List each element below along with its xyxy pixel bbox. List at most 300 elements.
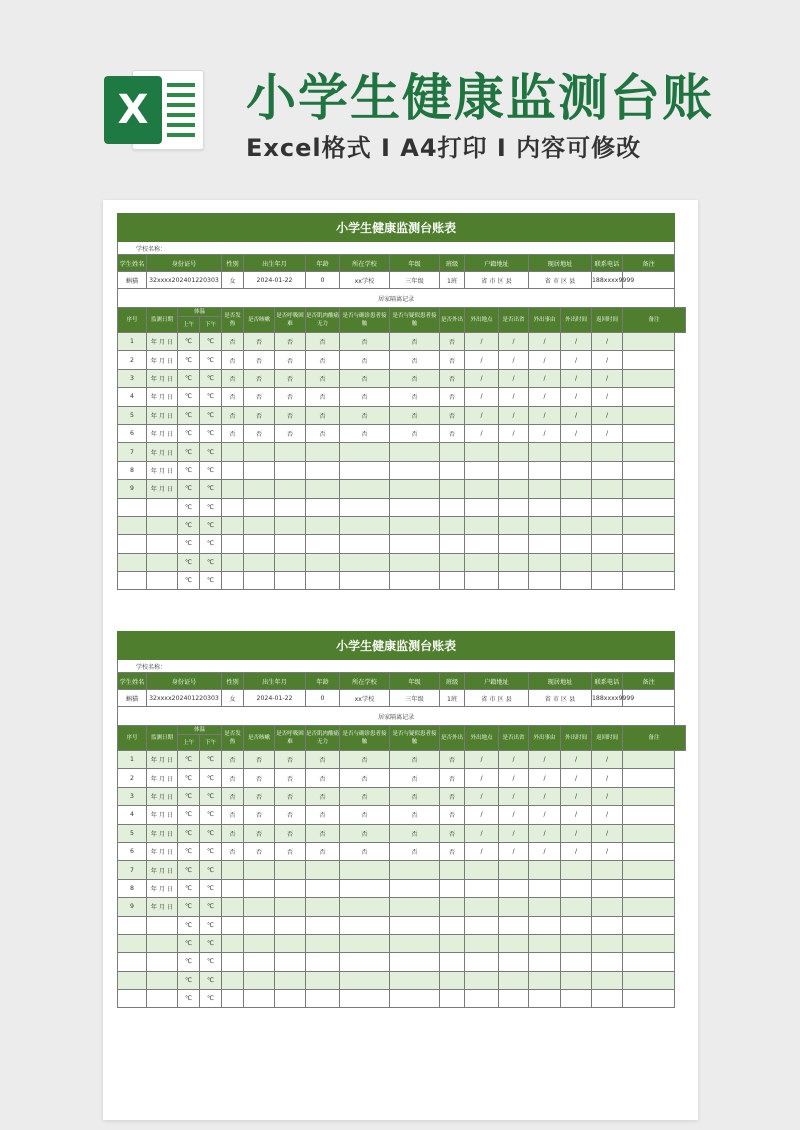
cell-remark[interactable] <box>623 898 675 916</box>
cell-date[interactable] <box>147 953 178 971</box>
cell-place[interactable] <box>465 953 499 971</box>
cell-no[interactable]: 4 <box>118 388 147 406</box>
cell-province[interactable] <box>499 516 529 534</box>
cell-reason[interactable]: / <box>529 388 561 406</box>
cell-remark[interactable] <box>623 553 675 571</box>
cell-remark[interactable] <box>623 842 675 860</box>
cell-suspected[interactable] <box>390 535 440 553</box>
info-value[interactable]: 蝌猫 <box>118 272 147 289</box>
cell-breath[interactable] <box>275 443 306 461</box>
cell-reason[interactable] <box>529 535 561 553</box>
cell-fever[interactable]: 否 <box>222 751 244 769</box>
cell-date[interactable]: 年 月 日 <box>147 824 178 842</box>
cell-back_time[interactable]: / <box>592 406 623 424</box>
info-value[interactable]: 0 <box>306 690 340 707</box>
cell-out_time[interactable] <box>561 516 592 534</box>
cell-no[interactable] <box>118 535 147 553</box>
cell-muscle[interactable]: 否 <box>306 842 340 860</box>
cell-am[interactable]: ℃ <box>178 572 200 590</box>
cell-cough[interactable] <box>244 553 275 571</box>
cell-no[interactable] <box>118 971 147 989</box>
cell-reason[interactable]: / <box>529 806 561 824</box>
cell-pm[interactable]: ℃ <box>200 971 222 989</box>
cell-remark[interactable] <box>623 934 675 952</box>
info-value[interactable]: 蝌猫 <box>118 690 147 707</box>
cell-place[interactable]: / <box>465 388 499 406</box>
info-value[interactable]: 32xxxx202401220303 <box>147 272 222 289</box>
cell-am[interactable]: ℃ <box>178 787 200 805</box>
cell-back_time[interactable] <box>592 572 623 590</box>
cell-muscle[interactable]: 否 <box>306 787 340 805</box>
cell-out_time[interactable] <box>561 990 592 1008</box>
cell-pm[interactable]: ℃ <box>200 953 222 971</box>
cell-date[interactable]: 年 月 日 <box>147 461 178 479</box>
cell-remark[interactable] <box>623 879 675 897</box>
cell-confirmed[interactable]: 否 <box>340 824 390 842</box>
cell-suspected[interactable] <box>390 934 440 952</box>
info-value[interactable]: 188xxxx9999 <box>592 272 623 289</box>
cell-fever[interactable] <box>222 861 244 879</box>
cell-breath[interactable] <box>275 553 306 571</box>
cell-muscle[interactable]: 否 <box>306 333 340 351</box>
cell-reason[interactable] <box>529 498 561 516</box>
cell-out[interactable] <box>440 898 465 916</box>
cell-out[interactable] <box>440 572 465 590</box>
cell-out[interactable]: 否 <box>440 406 465 424</box>
cell-cough[interactable] <box>244 498 275 516</box>
cell-back_time[interactable] <box>592 461 623 479</box>
cell-fever[interactable]: 否 <box>222 369 244 387</box>
cell-province[interactable]: / <box>499 388 529 406</box>
cell-out_time[interactable]: / <box>561 369 592 387</box>
cell-back_time[interactable] <box>592 898 623 916</box>
cell-pm[interactable]: ℃ <box>200 333 222 351</box>
cell-cough[interactable]: 否 <box>244 806 275 824</box>
cell-back_time[interactable] <box>592 879 623 897</box>
cell-am[interactable]: ℃ <box>178 498 200 516</box>
cell-back_time[interactable] <box>592 516 623 534</box>
cell-muscle[interactable]: 否 <box>306 406 340 424</box>
cell-province[interactable]: / <box>499 806 529 824</box>
cell-back_time[interactable] <box>592 553 623 571</box>
cell-date[interactable]: 年 月 日 <box>147 787 178 805</box>
cell-out[interactable] <box>440 480 465 498</box>
cell-out[interactable]: 否 <box>440 424 465 442</box>
cell-place[interactable]: / <box>465 424 499 442</box>
cell-reason[interactable]: / <box>529 424 561 442</box>
cell-am[interactable]: ℃ <box>178 333 200 351</box>
cell-province[interactable]: / <box>499 824 529 842</box>
cell-no[interactable]: 9 <box>118 480 147 498</box>
cell-reason[interactable] <box>529 916 561 934</box>
cell-suspected[interactable]: 否 <box>390 769 440 787</box>
cell-out[interactable]: 否 <box>440 842 465 860</box>
cell-reason[interactable] <box>529 461 561 479</box>
cell-back_time[interactable] <box>592 916 623 934</box>
cell-cough[interactable]: 否 <box>244 351 275 369</box>
cell-out[interactable]: 否 <box>440 806 465 824</box>
cell-no[interactable]: 1 <box>118 333 147 351</box>
cell-back_time[interactable]: / <box>592 787 623 805</box>
cell-breath[interactable] <box>275 461 306 479</box>
cell-suspected[interactable] <box>390 916 440 934</box>
cell-suspected[interactable] <box>390 990 440 1008</box>
cell-confirmed[interactable] <box>340 480 390 498</box>
cell-no[interactable] <box>118 953 147 971</box>
cell-am[interactable]: ℃ <box>178 751 200 769</box>
cell-place[interactable] <box>465 898 499 916</box>
info-value[interactable]: 2024-01-22 <box>244 272 306 289</box>
cell-pm[interactable]: ℃ <box>200 498 222 516</box>
cell-suspected[interactable] <box>390 516 440 534</box>
cell-am[interactable]: ℃ <box>178 480 200 498</box>
info-value[interactable]: 0 <box>306 272 340 289</box>
cell-suspected[interactable]: 否 <box>390 751 440 769</box>
cell-out[interactable] <box>440 516 465 534</box>
cell-breath[interactable] <box>275 898 306 916</box>
cell-province[interactable] <box>499 480 529 498</box>
info-value[interactable]: 省 市 区 县 <box>465 272 529 289</box>
cell-suspected[interactable]: 否 <box>390 351 440 369</box>
cell-out_time[interactable]: / <box>561 751 592 769</box>
cell-muscle[interactable] <box>306 461 340 479</box>
cell-fever[interactable] <box>222 443 244 461</box>
cell-place[interactable] <box>465 480 499 498</box>
cell-back_time[interactable]: / <box>592 351 623 369</box>
cell-no[interactable]: 2 <box>118 769 147 787</box>
cell-back_time[interactable] <box>592 990 623 1008</box>
cell-pm[interactable]: ℃ <box>200 480 222 498</box>
cell-province[interactable] <box>499 535 529 553</box>
cell-cough[interactable]: 否 <box>244 406 275 424</box>
cell-province[interactable] <box>499 916 529 934</box>
cell-suspected[interactable]: 否 <box>390 406 440 424</box>
cell-date[interactable] <box>147 498 178 516</box>
cell-fever[interactable] <box>222 516 244 534</box>
cell-reason[interactable]: / <box>529 751 561 769</box>
cell-remark[interactable] <box>623 443 675 461</box>
cell-date[interactable] <box>147 916 178 934</box>
cell-no[interactable]: 6 <box>118 842 147 860</box>
cell-muscle[interactable] <box>306 934 340 952</box>
cell-out[interactable] <box>440 990 465 1008</box>
cell-cough[interactable] <box>244 572 275 590</box>
cell-province[interactable]: / <box>499 424 529 442</box>
info-value[interactable]: 女 <box>222 690 244 707</box>
cell-cough[interactable] <box>244 971 275 989</box>
info-value[interactable]: 32xxxx202401220303 <box>147 690 222 707</box>
cell-place[interactable] <box>465 498 499 516</box>
cell-out_time[interactable] <box>561 480 592 498</box>
cell-reason[interactable]: / <box>529 406 561 424</box>
cell-am[interactable]: ℃ <box>178 461 200 479</box>
cell-no[interactable]: 7 <box>118 861 147 879</box>
cell-cough[interactable] <box>244 535 275 553</box>
cell-place[interactable]: / <box>465 351 499 369</box>
cell-out[interactable] <box>440 861 465 879</box>
cell-fever[interactable] <box>222 879 244 897</box>
cell-remark[interactable] <box>623 424 675 442</box>
cell-back_time[interactable] <box>592 934 623 952</box>
cell-back_time[interactable] <box>592 498 623 516</box>
cell-fever[interactable]: 否 <box>222 424 244 442</box>
cell-reason[interactable]: / <box>529 787 561 805</box>
cell-date[interactable]: 年 月 日 <box>147 861 178 879</box>
cell-pm[interactable]: ℃ <box>200 369 222 387</box>
cell-confirmed[interactable] <box>340 516 390 534</box>
cell-breath[interactable] <box>275 498 306 516</box>
cell-confirmed[interactable] <box>340 572 390 590</box>
cell-muscle[interactable]: 否 <box>306 388 340 406</box>
cell-no[interactable]: 7 <box>118 443 147 461</box>
cell-reason[interactable] <box>529 953 561 971</box>
cell-muscle[interactable]: 否 <box>306 369 340 387</box>
cell-out_time[interactable] <box>561 461 592 479</box>
cell-remark[interactable] <box>623 498 675 516</box>
cell-cough[interactable] <box>244 898 275 916</box>
cell-no[interactable]: 9 <box>118 898 147 916</box>
cell-out[interactable] <box>440 916 465 934</box>
cell-back_time[interactable] <box>592 971 623 989</box>
info-value[interactable]: xx学校 <box>340 272 390 289</box>
cell-confirmed[interactable] <box>340 990 390 1008</box>
cell-suspected[interactable]: 否 <box>390 787 440 805</box>
cell-muscle[interactable] <box>306 443 340 461</box>
cell-breath[interactable]: 否 <box>275 842 306 860</box>
cell-confirmed[interactable]: 否 <box>340 769 390 787</box>
cell-cough[interactable]: 否 <box>244 369 275 387</box>
cell-muscle[interactable]: 否 <box>306 769 340 787</box>
cell-suspected[interactable] <box>390 861 440 879</box>
cell-confirmed[interactable]: 否 <box>340 424 390 442</box>
cell-place[interactable]: / <box>465 769 499 787</box>
cell-am[interactable]: ℃ <box>178 516 200 534</box>
cell-breath[interactable] <box>275 572 306 590</box>
cell-back_time[interactable] <box>592 480 623 498</box>
cell-confirmed[interactable] <box>340 953 390 971</box>
cell-out[interactable]: 否 <box>440 751 465 769</box>
cell-reason[interactable]: / <box>529 333 561 351</box>
cell-suspected[interactable]: 否 <box>390 369 440 387</box>
cell-cough[interactable] <box>244 879 275 897</box>
cell-pm[interactable]: ℃ <box>200 388 222 406</box>
cell-province[interactable] <box>499 572 529 590</box>
cell-out_time[interactable] <box>561 443 592 461</box>
cell-fever[interactable]: 否 <box>222 787 244 805</box>
cell-cough[interactable] <box>244 861 275 879</box>
cell-remark[interactable] <box>623 861 675 879</box>
cell-muscle[interactable]: 否 <box>306 806 340 824</box>
cell-suspected[interactable]: 否 <box>390 806 440 824</box>
cell-out_time[interactable] <box>561 861 592 879</box>
cell-confirmed[interactable]: 否 <box>340 351 390 369</box>
cell-confirmed[interactable]: 否 <box>340 806 390 824</box>
cell-date[interactable]: 年 月 日 <box>147 769 178 787</box>
cell-pm[interactable]: ℃ <box>200 535 222 553</box>
cell-province[interactable] <box>499 898 529 916</box>
cell-pm[interactable]: ℃ <box>200 751 222 769</box>
cell-province[interactable] <box>499 461 529 479</box>
cell-out[interactable]: 否 <box>440 369 465 387</box>
cell-out_time[interactable] <box>561 916 592 934</box>
cell-pm[interactable]: ℃ <box>200 516 222 534</box>
cell-reason[interactable] <box>529 443 561 461</box>
cell-reason[interactable] <box>529 553 561 571</box>
cell-reason[interactable] <box>529 879 561 897</box>
cell-out_time[interactable] <box>561 879 592 897</box>
cell-reason[interactable] <box>529 934 561 952</box>
cell-fever[interactable] <box>222 990 244 1008</box>
cell-no[interactable] <box>118 916 147 934</box>
cell-remark[interactable] <box>623 406 675 424</box>
cell-breath[interactable]: 否 <box>275 424 306 442</box>
cell-breath[interactable]: 否 <box>275 751 306 769</box>
cell-no[interactable]: 5 <box>118 406 147 424</box>
cell-breath[interactable]: 否 <box>275 787 306 805</box>
cell-province[interactable] <box>499 861 529 879</box>
cell-confirmed[interactable] <box>340 916 390 934</box>
cell-pm[interactable]: ℃ <box>200 461 222 479</box>
cell-date[interactable]: 年 月 日 <box>147 480 178 498</box>
cell-cough[interactable] <box>244 990 275 1008</box>
cell-out_time[interactable] <box>561 498 592 516</box>
cell-place[interactable] <box>465 916 499 934</box>
cell-confirmed[interactable]: 否 <box>340 388 390 406</box>
cell-breath[interactable] <box>275 535 306 553</box>
cell-breath[interactable] <box>275 953 306 971</box>
cell-remark[interactable] <box>623 333 675 351</box>
cell-pm[interactable]: ℃ <box>200 806 222 824</box>
cell-confirmed[interactable] <box>340 443 390 461</box>
cell-fever[interactable]: 否 <box>222 824 244 842</box>
cell-no[interactable] <box>118 516 147 534</box>
cell-date[interactable]: 年 月 日 <box>147 842 178 860</box>
cell-date[interactable] <box>147 990 178 1008</box>
cell-confirmed[interactable] <box>340 898 390 916</box>
info-value[interactable]: 省 市 区 县 <box>529 690 592 707</box>
cell-muscle[interactable] <box>306 480 340 498</box>
cell-muscle[interactable] <box>306 535 340 553</box>
cell-out[interactable]: 否 <box>440 388 465 406</box>
cell-suspected[interactable] <box>390 572 440 590</box>
cell-place[interactable] <box>465 879 499 897</box>
cell-out_time[interactable]: / <box>561 351 592 369</box>
cell-remark[interactable] <box>623 806 675 824</box>
cell-out_time[interactable] <box>561 553 592 571</box>
cell-remark[interactable] <box>623 971 675 989</box>
cell-fever[interactable]: 否 <box>222 388 244 406</box>
cell-out_time[interactable]: / <box>561 787 592 805</box>
cell-reason[interactable] <box>529 572 561 590</box>
cell-fever[interactable] <box>222 916 244 934</box>
cell-pm[interactable]: ℃ <box>200 934 222 952</box>
cell-breath[interactable]: 否 <box>275 824 306 842</box>
cell-breath[interactable] <box>275 934 306 952</box>
cell-date[interactable]: 年 月 日 <box>147 333 178 351</box>
cell-out[interactable]: 否 <box>440 787 465 805</box>
cell-no[interactable]: 6 <box>118 424 147 442</box>
cell-am[interactable]: ℃ <box>178 406 200 424</box>
cell-reason[interactable] <box>529 971 561 989</box>
cell-place[interactable] <box>465 572 499 590</box>
cell-back_time[interactable]: / <box>592 388 623 406</box>
cell-fever[interactable] <box>222 535 244 553</box>
cell-pm[interactable]: ℃ <box>200 787 222 805</box>
cell-confirmed[interactable] <box>340 934 390 952</box>
cell-am[interactable]: ℃ <box>178 535 200 553</box>
cell-suspected[interactable]: 否 <box>390 388 440 406</box>
cell-cough[interactable]: 否 <box>244 824 275 842</box>
cell-date[interactable]: 年 月 日 <box>147 879 178 897</box>
cell-no[interactable]: 8 <box>118 879 147 897</box>
cell-muscle[interactable] <box>306 990 340 1008</box>
cell-suspected[interactable]: 否 <box>390 424 440 442</box>
cell-am[interactable]: ℃ <box>178 898 200 916</box>
cell-reason[interactable]: / <box>529 369 561 387</box>
cell-fever[interactable]: 否 <box>222 842 244 860</box>
cell-breath[interactable] <box>275 990 306 1008</box>
cell-muscle[interactable] <box>306 553 340 571</box>
cell-out_time[interactable] <box>561 535 592 553</box>
cell-am[interactable]: ℃ <box>178 443 200 461</box>
cell-confirmed[interactable] <box>340 553 390 571</box>
cell-remark[interactable] <box>623 388 675 406</box>
cell-out_time[interactable] <box>561 953 592 971</box>
cell-pm[interactable]: ℃ <box>200 553 222 571</box>
cell-out[interactable]: 否 <box>440 351 465 369</box>
cell-no[interactable]: 2 <box>118 351 147 369</box>
cell-remark[interactable] <box>623 990 675 1008</box>
cell-place[interactable] <box>465 535 499 553</box>
cell-fever[interactable] <box>222 498 244 516</box>
cell-out[interactable]: 否 <box>440 333 465 351</box>
info-value[interactable]: 1班 <box>440 690 465 707</box>
cell-no[interactable]: 3 <box>118 787 147 805</box>
cell-suspected[interactable] <box>390 898 440 916</box>
cell-fever[interactable] <box>222 953 244 971</box>
cell-muscle[interactable]: 否 <box>306 751 340 769</box>
cell-out[interactable] <box>440 498 465 516</box>
cell-breath[interactable] <box>275 861 306 879</box>
cell-confirmed[interactable] <box>340 498 390 516</box>
cell-confirmed[interactable] <box>340 861 390 879</box>
cell-date[interactable] <box>147 535 178 553</box>
cell-cough[interactable]: 否 <box>244 333 275 351</box>
cell-out_time[interactable]: / <box>561 806 592 824</box>
cell-province[interactable] <box>499 934 529 952</box>
cell-back_time[interactable]: / <box>592 824 623 842</box>
info-value[interactable]: 女 <box>222 272 244 289</box>
cell-out_time[interactable]: / <box>561 842 592 860</box>
cell-remark[interactable] <box>623 787 675 805</box>
cell-pm[interactable]: ℃ <box>200 424 222 442</box>
cell-remark[interactable] <box>623 516 675 534</box>
cell-reason[interactable]: / <box>529 824 561 842</box>
cell-muscle[interactable] <box>306 916 340 934</box>
cell-pm[interactable]: ℃ <box>200 406 222 424</box>
cell-breath[interactable] <box>275 480 306 498</box>
cell-out[interactable] <box>440 443 465 461</box>
cell-place[interactable] <box>465 990 499 1008</box>
cell-province[interactable]: / <box>499 751 529 769</box>
cell-place[interactable]: / <box>465 751 499 769</box>
cell-remark[interactable] <box>623 535 675 553</box>
cell-out_time[interactable]: / <box>561 388 592 406</box>
cell-back_time[interactable]: / <box>592 424 623 442</box>
cell-muscle[interactable]: 否 <box>306 424 340 442</box>
cell-breath[interactable]: 否 <box>275 333 306 351</box>
cell-province[interactable]: / <box>499 787 529 805</box>
